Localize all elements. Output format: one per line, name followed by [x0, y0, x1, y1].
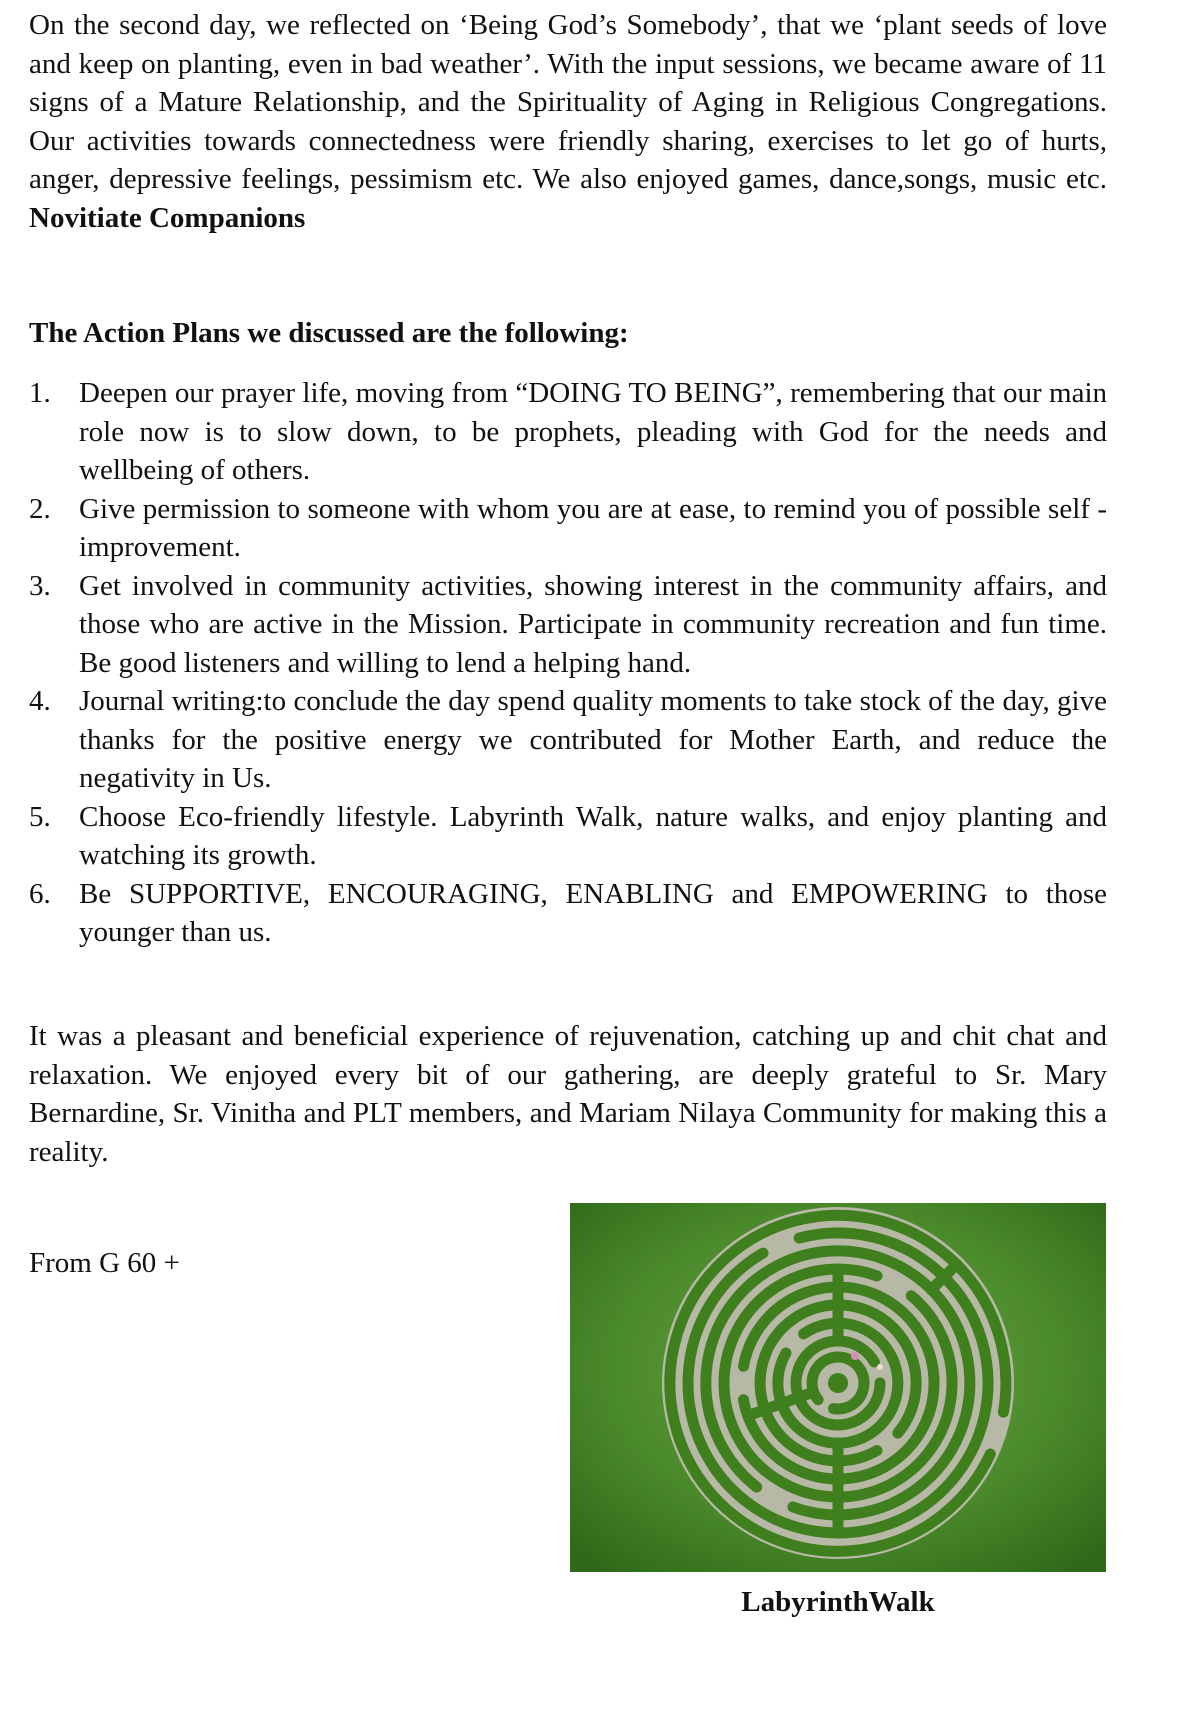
action-plan-item [29, 875, 1107, 952]
intro-text: On the second day, we reflected on ‘Being God’s Somebody’, that we ‘plant seeds of love and keep on planting, even in bad weather’. With the input sessions, we became aware of 11 signs of a Mature Relationship, and the Spirituality of Aging in Religious Congregations. Our activities towards connectedness were friendly sharing, exercises to let go of hurts, anger, depressive feelings, pessimism etc. We also enjoyed games, dance,songs, music etc. [29, 9, 1107, 195]
walker-figure [877, 1364, 883, 1370]
action-plan-text: Deepen our prayer life, moving from “DOING TO BEING”, remembering that our main role now is to slow down, to be prophets, pleading with God for the needs and wellbeing of others. [79, 377, 1107, 486]
action-plan-text: Give permission to someone with whom you are at ease, to remind you of possible self - improvement. [79, 492, 1107, 563]
from-signature: From G 60 + [29, 1247, 180, 1279]
action-plan-item [29, 374, 1107, 490]
action-plan-number: 2. [29, 492, 51, 525]
action-plan-text: Get involved in community activities, showing interest in the community affairs, and those who are active in the Mission. Participate in community recreation and fun time. Be good listeners and willing to lend a helping hand. [79, 569, 1107, 679]
labyrinth-photo [570, 1203, 1106, 1572]
action-plan-number: 6. [29, 877, 51, 910]
action-plan-number: 3. [29, 569, 51, 602]
photo-caption: LabyrinthWalk [741, 1586, 935, 1618]
labyrinth-illustration [570, 1203, 1106, 1572]
labyrinth-rings [662, 1207, 1014, 1559]
action-plan-text: Choose Eco-friendly lifestyle. Labyrinth Walk, nature walks, and enjoy planting and watching its growth. [79, 800, 1107, 871]
action-plan-text: Be SUPPORTIVE, ENCOURAGING, ENABLING and EMPOWERING to those younger than us. [79, 877, 1107, 948]
intro-paragraph [29, 6, 1107, 237]
action-plans-list [29, 374, 1107, 952]
document-page [29, 6, 1107, 1618]
action-plan-item [29, 682, 1107, 798]
action-plan-number: 4. [29, 685, 51, 717]
novitiate-companions-label: Novitiate Companions [29, 201, 306, 234]
action-plan-number: 1. [29, 377, 51, 409]
hedge-center [828, 1373, 848, 1393]
walker-figure [851, 1352, 859, 1360]
action-plan-item [29, 567, 1107, 683]
action-plan-number: 5. [29, 800, 51, 833]
action-plan-item [29, 490, 1107, 567]
action-plan-item [29, 798, 1107, 875]
closing-paragraph: It was a pleasant and beneficial experience of rejuvenation, catching up and chit chat and relaxation. We enjoyed every bit of our gathering, are deeply grateful to Sr. Mary Bernardine, Sr. Vinitha and PLT members, and Mariam Nilaya Community for making this a reality. [29, 1020, 1107, 1168]
action-plan-text: Journal writing:to conclude the day spend quality moments to take stock of the day, give thanks for the positive energy we contributed for Mother Earth, and reduce the negativity in Us. [79, 685, 1107, 794]
action-plans-heading: The Action Plans we discussed are the following: [29, 317, 629, 349]
